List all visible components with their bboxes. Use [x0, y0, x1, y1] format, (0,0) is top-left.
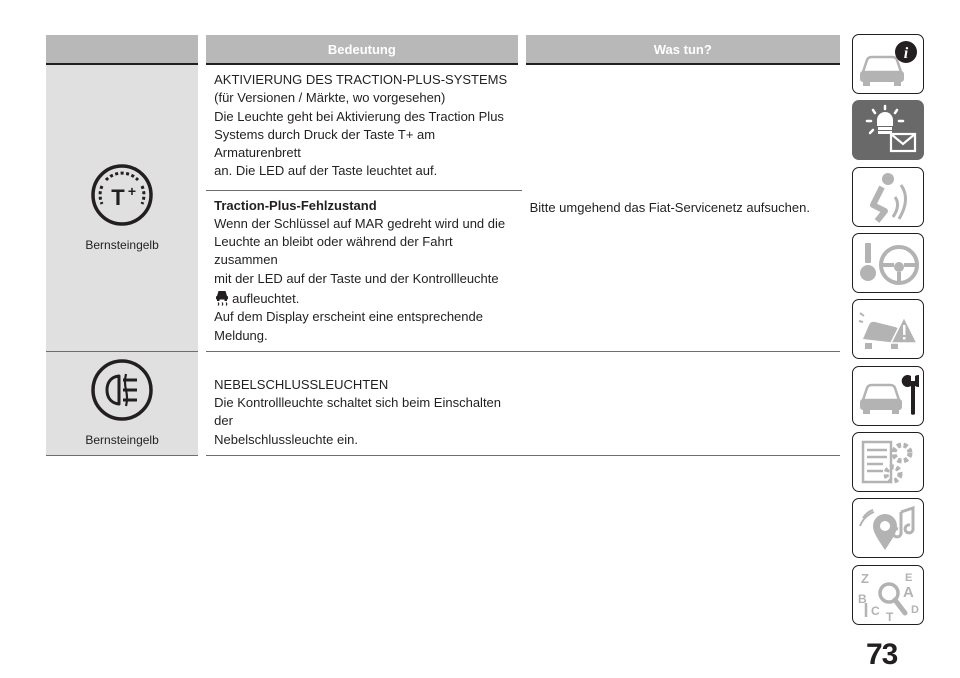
entry-heading: Traction-Plus-Fehlzustand — [214, 197, 377, 213]
rear-fog-light-icon — [89, 357, 155, 423]
action-cell — [522, 351, 840, 455]
color-label: Bernsteingelb — [85, 433, 159, 448]
header-action: Was tun? — [522, 35, 840, 64]
svg-text:+: + — [127, 182, 137, 199]
color-label: Bernsteingelb — [85, 237, 159, 252]
index-letter: B — [858, 592, 867, 606]
chapter-tab-warning-lights[interactable] — [852, 100, 924, 160]
table-header-row — [46, 35, 840, 64]
meaning-cell — [202, 351, 521, 455]
text-line: Auf dem Display erscheint eine entsprechende — [214, 309, 483, 325]
chapter-tab-car-info[interactable] — [852, 34, 924, 94]
chapter-tab-starting-driving[interactable] — [852, 233, 924, 293]
alphabet-search-icon — [857, 569, 919, 621]
chapter-tab-multimedia[interactable] — [852, 498, 924, 558]
header-meaning: Bedeutung — [202, 35, 521, 64]
warning-light-message-icon — [857, 104, 919, 156]
car-wrench-icon — [857, 370, 919, 422]
text-line: (für Versionen / Märkte, wo vorgesehen) — [214, 90, 446, 106]
table-row — [46, 64, 840, 190]
text-line: Die Kontrollleuchte schaltet sich beim Einschalten der — [214, 395, 502, 429]
meaning-cell — [202, 190, 521, 351]
key-steering-wheel-icon — [857, 237, 919, 289]
header-symbol — [46, 35, 202, 64]
esc-skid-icon — [214, 288, 230, 306]
symbol-cell-traction-plus — [46, 64, 202, 351]
index-letter: D — [911, 604, 919, 616]
table-row — [46, 351, 840, 455]
text-line: Leuchte an bleibt oder während der Fahrt zusammen — [214, 234, 453, 268]
car-info-icon — [857, 38, 919, 90]
index-letter: T — [886, 610, 894, 621]
symbol-cell-rear-fog — [46, 351, 202, 455]
action-cell — [522, 64, 840, 351]
text-line: NEBELSCHLUSSLEUCHTEN — [214, 376, 389, 392]
text-line: Die Leuchte geht bei Aktivierung des Traction Plus — [214, 108, 504, 124]
chapter-tab-safety[interactable] — [852, 167, 924, 227]
text-line: Systems durch Druck der Taste T+ am Armaturenbrett — [214, 126, 436, 161]
page-number: 73 — [866, 638, 898, 671]
text-line — [214, 288, 513, 308]
chapter-tab-maintenance[interactable] — [852, 366, 924, 426]
index-letter: A — [903, 584, 914, 601]
navigation-music-icon — [857, 502, 919, 554]
action-text: Bitte umgehend das Fiat-Servicenetz aufsuchen. — [529, 199, 810, 215]
index-letter: E — [905, 572, 913, 584]
text-line: mit der LED auf der Taste und der Kontrollleuchte — [214, 270, 499, 286]
chapter-tab-emergency[interactable] — [852, 299, 924, 359]
warning-lights-table — [46, 35, 840, 456]
text-line: an. Die LED auf der Taste leuchtet auf. — [214, 163, 438, 179]
svg-text:T: T — [111, 184, 125, 210]
text-line: Wenn der Schlüssel auf MAR gedreht wird und die — [214, 215, 506, 231]
chapter-tab-technical-data[interactable] — [852, 432, 924, 492]
svg-text:i: i — [903, 45, 909, 62]
car-crash-warning-icon — [857, 303, 919, 355]
text-line: Nebelschlussleuchte ein. — [214, 431, 358, 447]
text-line: AKTIVIERUNG DES TRACTION-PLUS-SYSTEMS — [214, 72, 508, 87]
index-letter: Z — [861, 571, 869, 586]
inline-text: aufleuchtet. — [232, 290, 300, 306]
traction-plus-icon — [89, 162, 155, 228]
index-letter: C — [871, 604, 880, 618]
chapter-tab-index[interactable] — [852, 565, 924, 625]
meaning-cell — [202, 64, 521, 190]
list-gear-icon — [857, 436, 919, 488]
seat-airbag-icon — [857, 171, 919, 223]
text-line: Meldung. — [214, 327, 268, 343]
